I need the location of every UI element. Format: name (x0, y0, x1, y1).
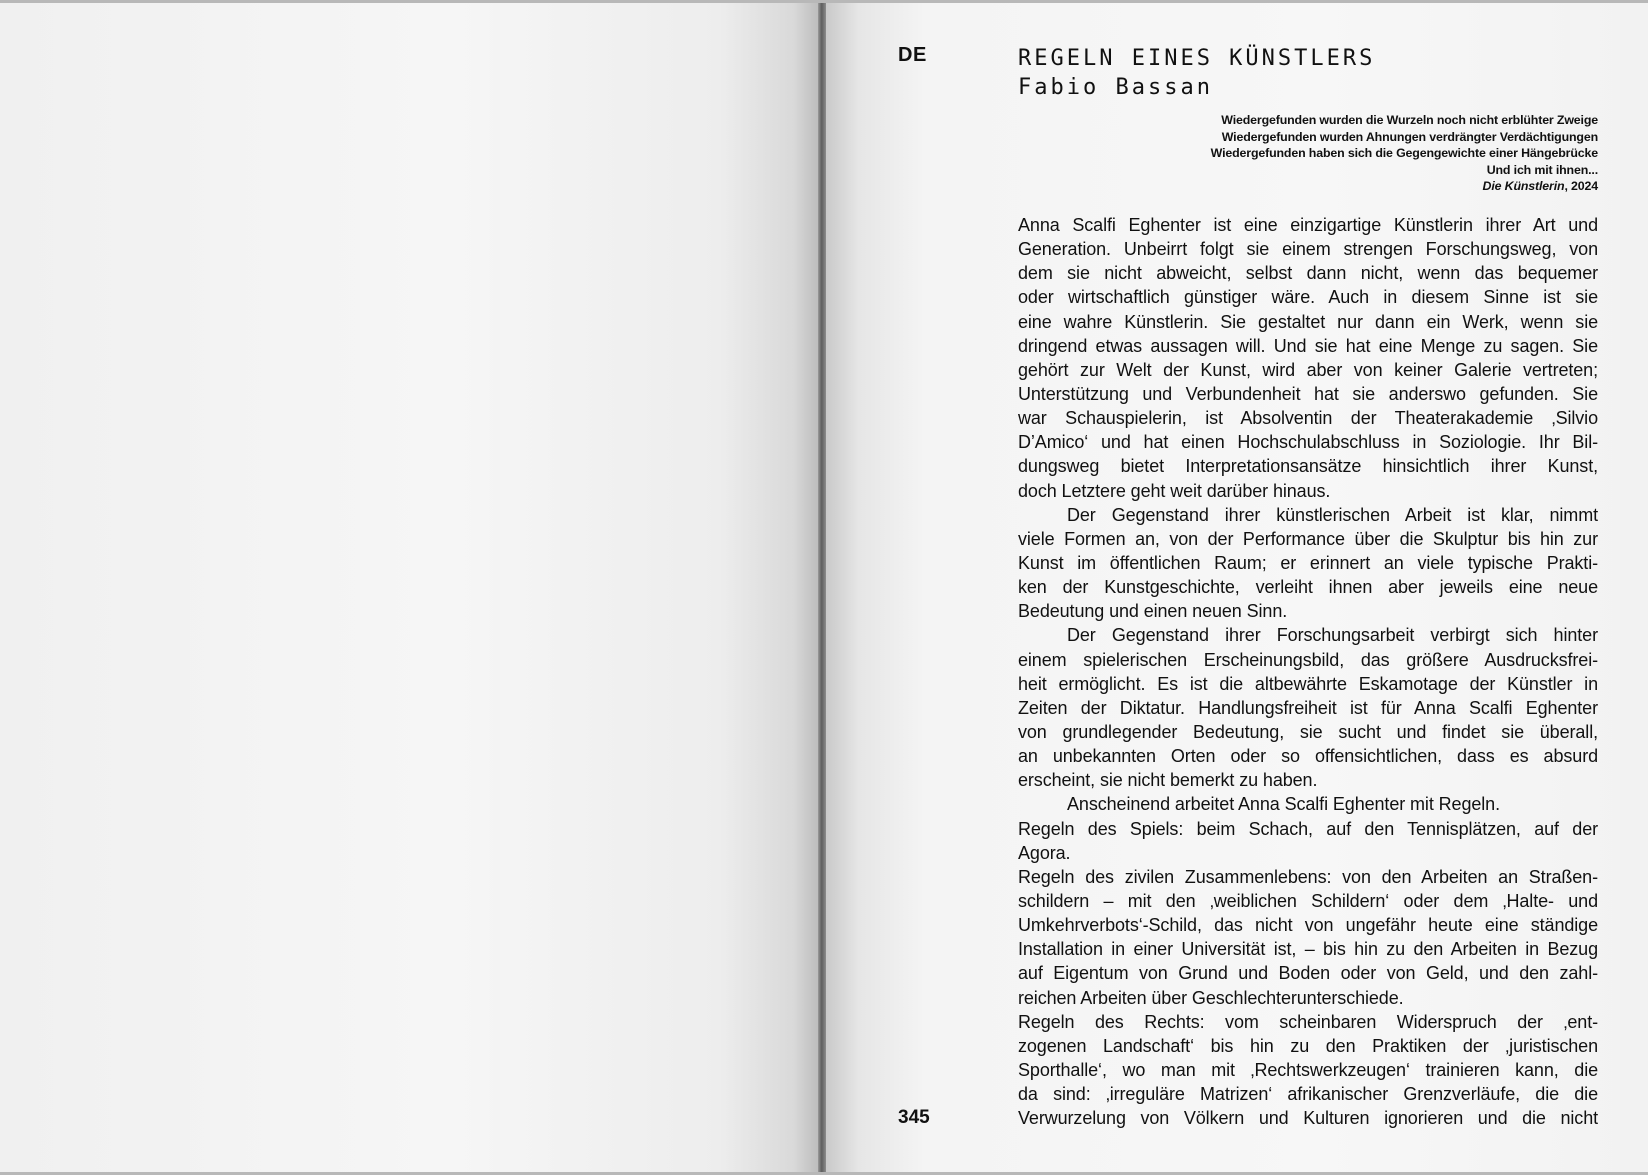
body-line: Umkehrverbots‘-Schild, das nicht von ungefähr heute eine ständige (1018, 915, 1598, 936)
epigraph-line: Wiedergefunden haben sich die Gegengewichte einer Hängebrücke (1210, 146, 1598, 161)
body-line: Der Gegenstand ihrer Forschungsarbeit verbirgt sich hinter (1067, 625, 1598, 646)
body-line: einem spielerischen Erscheinungsbild, das größere Ausdrucksfrei- (1018, 649, 1598, 670)
body-line: schildern – mit den ‚weiblichen Schildern‘ oder dem ‚Halte- und (1018, 890, 1598, 911)
body-line: ken der Kunstgeschichte, verleiht ihnen aber jeweils eine neue (1018, 577, 1598, 598)
epigraph-line: Wiedergefunden wurden Ahnungen verdrängter Verdächtigungen (1221, 129, 1598, 144)
body-line: Bedeutung und einen neuen Sinn. (1018, 601, 1288, 622)
body-line: gehört zur Welt der Kunst, wird aber von keiner Galerie vertreten; (1018, 359, 1598, 380)
body-line: dungsweg bietet Interpretationsansätze hinsichtlich ihrer Kunst, (1018, 456, 1598, 477)
epigraph-line: Wiedergefunden wurden die Wurzeln noch nicht erblühter Zweige (1221, 113, 1598, 127)
body-line: Generation. Unbeirrt folgt sie einem strengen Forschungsweg, von (1018, 239, 1598, 260)
epigraph-line: Und ich mit ihnen... (1486, 162, 1598, 177)
body-line: Anna Scalfi Eghenter ist eine einzigartige Künstlerin ihrer Art und (1018, 215, 1598, 235)
body-line: viele Formen an, von der Performance über die Skulptur bis hin zur (1018, 528, 1598, 549)
essay-title: REGELN EINES KÜNSTLERS (1018, 46, 1376, 71)
body-line: Der Gegenstand ihrer künstlerischen Arbeit ist klar, nimmt (1067, 504, 1598, 525)
title-block (1018, 44, 1375, 102)
body-line: Zeiten der Diktatur. Handlungsfreiheit ist für Anna Scalfi Eghenter (1018, 697, 1598, 718)
body-line: eine wahre Künstlerin. Sie gestaltet nur dann ein Werk, wenn sie (1018, 311, 1598, 332)
body-line: an unbekannten Orten oder so offensichtlichen, dass es absurd (1018, 746, 1598, 767)
body-line: doch Letztere geht weit darüber hinaus. (1018, 480, 1331, 501)
body-line: heit ermöglicht. Es ist die altbewährte Eskamotage der Künstler in (1018, 673, 1598, 694)
body-line: Installation in einer Universität ist, – bis hin zu den Arbeiten in Bezug (1018, 939, 1598, 960)
body-line: Sporthalle‘, wo man mit ‚Rechtswerkzeugen‘ trainieren kann, die (1018, 1059, 1598, 1080)
body-line: von grundlegender Bedeutung, sie sucht und findet sie überall, (1018, 721, 1598, 742)
page-number: 345 (898, 1107, 930, 1128)
body-line: D’Amico‘ und hat einen Hochschulabschluss in Soziologie. Ihr Bil- (1018, 432, 1598, 453)
body-line: auf Eigentum von Grund und Boden oder von Geld, und den zahl- (1018, 963, 1598, 984)
body-line: zogenen Landschaft‘ bis hin zu den Praktiken der ‚juristischen (1018, 1035, 1598, 1056)
left-page-blank (0, 0, 818, 1175)
body-line: reichen Arbeiten über Geschlechterunterschiede. (1018, 987, 1404, 1008)
epigraph (1080, 112, 1598, 195)
page-top-edge (0, 0, 1648, 3)
body-line: Agora. (1018, 842, 1071, 863)
body-line: Regeln des Spiels: beim Schach, auf den Tennisplätzen, auf der (1018, 818, 1598, 839)
epigraph-source-title: Die Künstlerin (1482, 179, 1565, 194)
body-line: oder wirtschaftlich günstiger wäre. Auch in diesem Sinne ist sie (1018, 287, 1598, 308)
epigraph-source-year: , 2024 (1564, 179, 1598, 194)
essay-body (1018, 213, 1598, 1130)
body-line: da sind: ‚irreguläre Matrizen‘ afrikanischer Grenzverläufe, die die (1018, 1084, 1598, 1105)
body-line: Verwurzelung von Völkern und Kulturen ignorieren und die nicht (1018, 1108, 1598, 1129)
body-line: Regeln des zivilen Zusammenlebens: von den Arbeiten an Straßen- (1018, 866, 1598, 887)
book-gutter (818, 0, 826, 1175)
body-line: Regeln des Rechts: vom scheinbaren Widerspruch der ‚ent- (1018, 1011, 1598, 1032)
body-line: dringend etwas aussagen will. Und sie hat eine Menge zu sagen. Sie (1018, 335, 1598, 356)
essay-author: Fabio Bassan (1018, 75, 1213, 100)
body-line: Anscheinend arbeitet Anna Scalfi Eghenter mit Regeln. (1067, 794, 1500, 815)
body-line: Kunst im öffentlichen Raum; er erinnert an viele typische Prakti- (1018, 552, 1598, 573)
body-line: dem sie nicht abweicht, selbst dann nicht, wenn das bequemer (1018, 263, 1598, 284)
epigraph-source (1080, 178, 1598, 195)
body-line: war Schauspielerin, ist Absolventin der Theaterakademie ‚Silvio (1018, 408, 1598, 429)
language-label: DE (898, 44, 927, 66)
body-line: Unterstützung und Verbundenheit hat sie anderswo gefunden. Sie (1018, 383, 1598, 404)
body-line: erscheint, sie nicht bemerkt zu haben. (1018, 770, 1318, 791)
